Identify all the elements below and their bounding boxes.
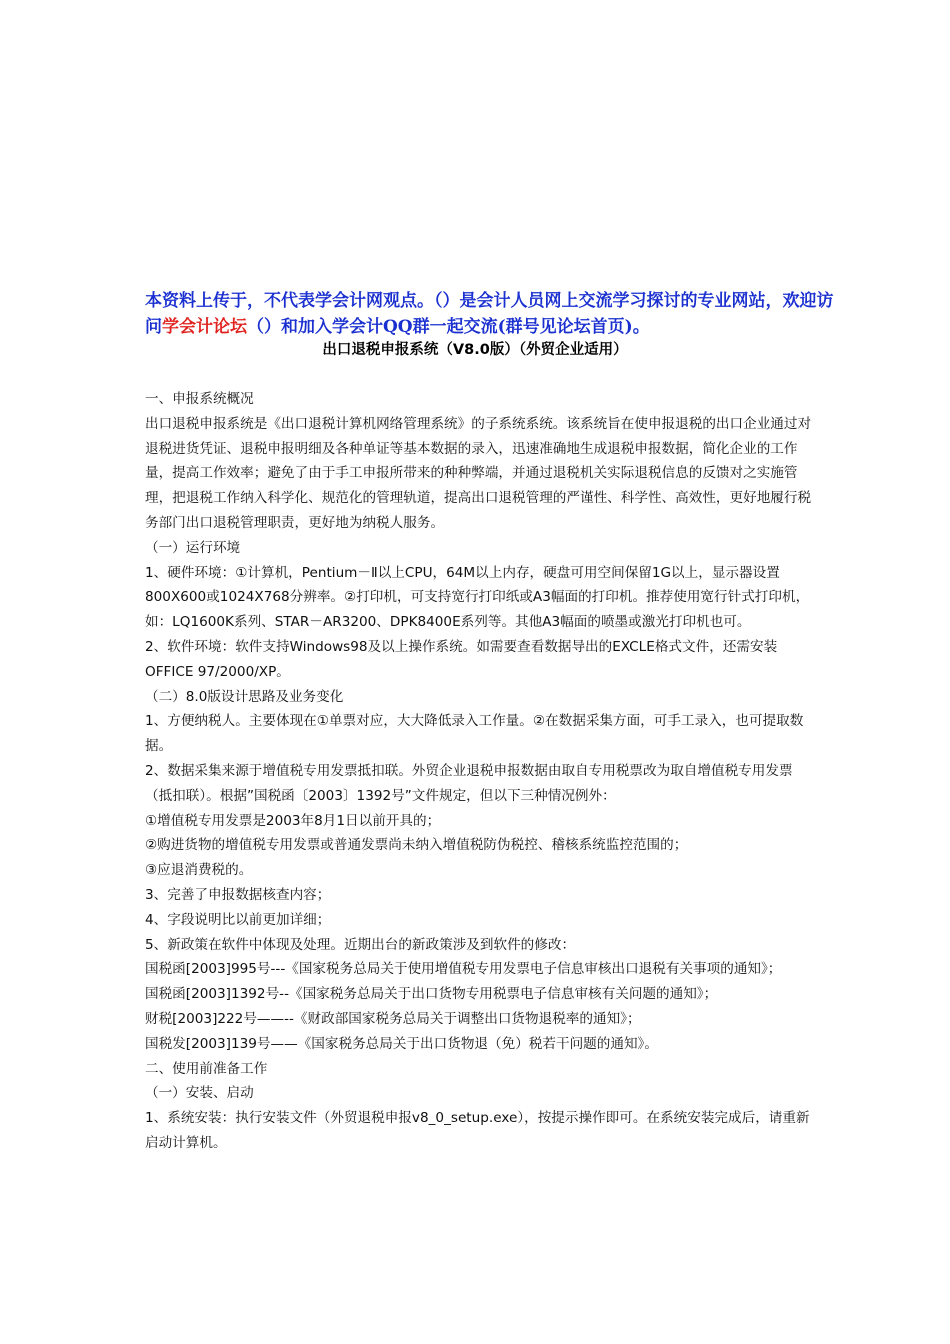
paragraph: 1、硬件环境：①计算机，Pentium－Ⅱ以上CPU，64M以上内存，硬盘可用空间保留1G以上，显示器设置800X600或1024X768分辨率。②打印机，可支持宽行打印纸或A3幅面的打印机。推荐使用宽行针式打印机，如：LQ1600K系列、STAR－AR3200、DPK8400E系列等。其他A3幅面的喷墨或激光打印机也可。 [145,564,810,631]
paragraph: （二）8.0版设计思路及业务变化 [145,688,344,705]
paragraph: 二、使用前准备工作 [145,1060,268,1077]
paragraph: 财税[2003]222号——--《财政部国家税务总局关于调整出口货物退税率的通知》； [145,1010,641,1027]
banner-text-end: （）和加入学会计QQ群一起交流(群号见论坛首页)。 [247,317,650,337]
paragraph: ③应退消费税的。 [145,862,253,879]
site-banner [145,288,835,340]
paragraph: 5、新政策在软件中体现及处理。近期出台的新政策涉及到软件的修改： [145,936,576,953]
paragraph: ①增值税专用发票是2003年8月1日以前开具的； [145,812,441,829]
banner-text-start: 本资料上传于，不代表学会计网观点。（）是会计人员网上交流学习探讨的专业网站，欢迎访问 [145,291,834,337]
paragraph: （一）安装、启动 [145,1085,254,1102]
document-body [145,387,817,1156]
paragraph: （一）运行环境 [145,539,241,556]
paragraph: 国税函[2003]995号---《国家税务总局关于使用增值税专用发票电子信息审核出口退税有关事项的通知》； [145,961,782,978]
paragraph: 4、字段说明比以前更加详细； [145,911,331,928]
paragraph: 2、软件环境：软件支持Windows98及以上操作系统。如需要查看数据导出的EXCLE格式文件，还需安装OFFICE 97/2000/XP。 [145,638,778,680]
paragraph: 2、数据采集来源于增值税专用发票抵扣联。外贸企业退税申报数据由取自专用税票改为取自增值税专用发票（抵扣联）。根据”国税函〔2003〕1392号”文件规定，但以下三种情况例外： [145,762,793,804]
forum-link[interactable]: 学会计论坛 [162,317,247,337]
paragraph: 1、方便纳税人。主要体现在①单票对应，大大降低录入工作量。②在数据采集方面，可手工录入，也可提取数据。 [145,713,804,755]
paragraph: 一、申报系统概况 [145,391,254,407]
paragraph: 国税函[2003]1392号--《国家税务总局关于出口货物专用税票电子信息审核有关问题的通知》； [145,986,718,1003]
paragraph: 出口退税申报系统是《出口退税计算机网络管理系统》的子系统系统。该系统旨在使申报退税的出口企业通过对退税进货凭证、退税申报明细及各种单证等基本数据的录入，迅速准确地生成退税申报数据，简化企业的工作量，提高工作效率；避免了由于手工申报所带来的种种弊端，并通过退税机关实际退税信息的反馈对之实施管理，把退税工作纳入科学化、规范化的管理轨道，提高出口退税管理的严谨性、科学性、高效性，更好地履行税务部门出口退税管理职责，更好地为纳税人服务。 [145,415,812,531]
document-title: 出口退税申报系统（V8.0版）（外贸企业适用） [322,342,628,358]
paragraph: ②购进货物的增值税专用发票或普通发票尚未纳入增值税防伪税控、稽核系统监控范围的； [145,837,688,854]
paragraph: 3、完善了申报数据核查内容； [145,886,331,903]
paragraph: 国税发[2003]139号——《国家税务总局关于出口货物退（免）税若干问题的通知》。 [145,1035,658,1052]
paragraph: 1、系统安装：执行安装文件（外贸退税申报v8_0_setup.exe），按提示操作即可。在系统安装完成后，请重新启动计算机。 [145,1110,810,1151]
